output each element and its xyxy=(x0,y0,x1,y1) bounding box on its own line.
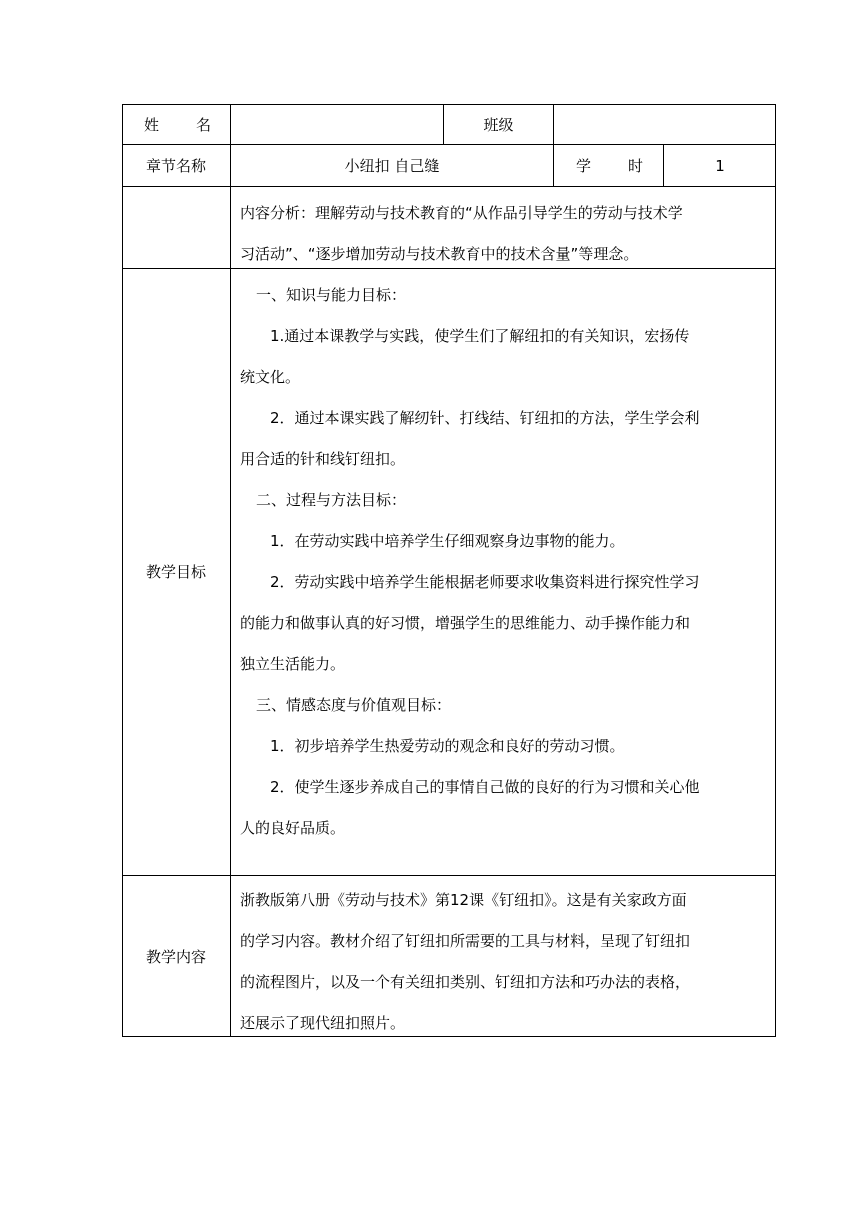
analysis-line: 习活动”、“逐步增加劳动与技术教育中的技术含量”等理念。 xyxy=(240,245,639,263)
goals-line: 统文化。 xyxy=(240,368,301,386)
goals-line: 用合适的针和线钉纽扣。 xyxy=(240,450,406,468)
goals-line: 的能力和做事认真的好习惯，增强学生的思维能力、动手操作能力和 xyxy=(240,614,691,632)
goals-heading: 一、知识与能力目标： xyxy=(256,286,407,304)
goals-line: 独立生活能力。 xyxy=(240,655,346,673)
name-label xyxy=(122,104,230,145)
hours-value: 1 xyxy=(715,156,725,175)
goals-line: 1.通过本课教学与实践，使学生们了解纽扣的有关知识，宏扬传 xyxy=(270,327,690,345)
label-column-divider xyxy=(230,104,231,1037)
hours-label xyxy=(554,145,663,186)
goals-heading: 二、过程与方法目标： xyxy=(256,491,407,509)
chapter-value: 小纽扣 自己缝 xyxy=(344,156,440,175)
goals-heading: 三、情感态度与价值观目标： xyxy=(256,696,452,714)
row-divider xyxy=(122,186,776,187)
goals-line: 1．在劳动实践中培养学生仔细观察身边事物的能力。 xyxy=(270,532,625,550)
name-label-char-1: 姓 xyxy=(144,115,160,134)
chapter-label: 章节名称 xyxy=(145,156,206,175)
class-label: 班级 xyxy=(483,115,514,134)
goals-line: 1．初步培养学生热爱劳动的观念和良好的劳动习惯。 xyxy=(270,737,625,755)
class-value[interactable] xyxy=(554,104,776,145)
content-label: 教学内容 xyxy=(145,947,206,966)
goals-line: 2．使学生逐步养成自己的事情自己做的良好的行为习惯和关心他 xyxy=(270,778,700,796)
goals-line: 人的良好品质。 xyxy=(240,819,346,837)
content-line: 的流程图片，以及一个有关纽扣类别、钉纽扣方法和巧办法的表格， xyxy=(240,973,691,991)
goals-line: 2．通过本课实践了解纫针、打线结、钉纽扣的方法，学生学会利 xyxy=(270,409,700,427)
content-line: 浙教版第八册《劳动与技术》第12课《钉纽扣》。这是有关家政方面 xyxy=(240,891,687,909)
name-value[interactable] xyxy=(231,104,443,145)
analysis-line: 内容分析：理解劳动与技术教育的“从作品引导学生的劳动与技术学 xyxy=(240,204,683,222)
content-line: 的学习内容。教材介绍了钉纽扣所需要的工具与材料，呈现了钉纽扣 xyxy=(240,932,691,950)
hours-label-char-2: 时 xyxy=(628,156,644,175)
goals-line: 2．劳动实践中培养学生能根据老师要求收集资料进行探究性学习 xyxy=(270,573,700,591)
content-line: 还展示了现代纽扣照片。 xyxy=(240,1014,406,1032)
hours-label-char-1: 学 xyxy=(576,156,592,175)
goals-label: 教学目标 xyxy=(145,563,206,581)
name-label-char-2: 名 xyxy=(196,115,212,134)
